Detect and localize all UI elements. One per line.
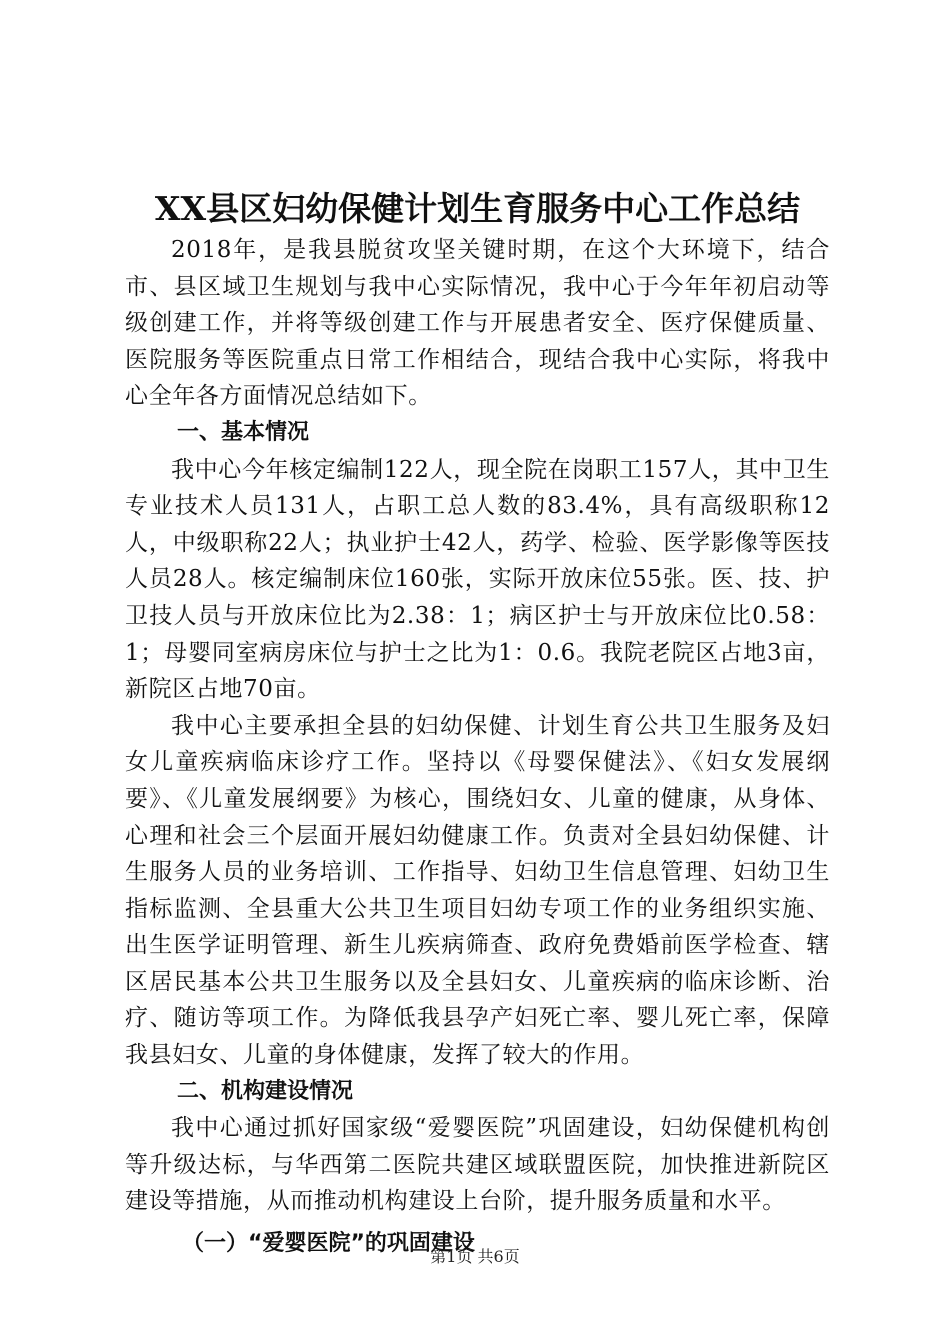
section-heading-basic-situation: 一、基本情况: [177, 419, 310, 445]
intro-paragraph: 2018年，是我县脱贫攻坚关键时期，在这个大环境下，结合市、县区域卫生规划与我中心实际情况，我中心于今年年初启动等级创建工作，并将等级创建工作与开展患者安全、医疗保健质量、医院服务等医院重点日常工作相结合，现结合我中心实际，将我中心全年各方面情况总结如下。: [125, 237, 830, 410]
section1-paragraph-responsibilities: 我中心主要承担全县的妇幼保健、计划生育公共卫生服务及妇女儿童疾病临床诊疗工作。坚持以《母婴保健法》、《妇女发展纲要》、《儿童发展纲要》为核心，围绕妇女、儿童的健康，从身体、心理和社会三个层面开展妇幼健康工作。负责对全县妇幼保健、计生服务人员的业务培训、工作指导、妇幼卫生信息管理、妇幼卫生指标监测、全县重大公共卫生项目妇幼专项工作的业务组织实施、出生医学证明管理、新生儿疾病筛查、政府免费婚前医学检查、辖区居民基本公共卫生服务以及全县妇女、儿童疾病的临床诊断、治疗、随访等项工作。为降低我县孕产妇死亡率、婴儿死亡率，保障我县妇女、儿童的身体健康，发挥了较大的作用。: [125, 712, 830, 1069]
section2-paragraph-overview: 我中心通过抓好国家级“爱婴医院”巩固建设，妇幼保健机构创等升级达标，与华西第二医院共建区域联盟医院，加快推进新院区建设等措施，从而推动机构建设上台阶，提升服务质量和水平。: [125, 1115, 830, 1215]
document-title: XX县区妇幼保健计划生育服务中心工作总结: [154, 189, 801, 228]
section-heading-institution-building: 二、机构建设情况: [177, 1078, 354, 1104]
document-body: [125, 186, 830, 1264]
page-footer: 第1页 共6页: [430, 1247, 520, 1266]
subsection-heading-baby-friendly-hospital: （一）“爱婴医院”的巩固建设: [182, 1231, 475, 1257]
section1-paragraph-staffing: 我中心今年核定编制122人，现全院在岗职工157人，其中卫生专业技术人员131人，占职工总人数的83.4%，具有高级职称12人，中级职称22人；执业护士42人，药学、检验、医学影像等医技人员28人。核定编制床位160张，实际开放床位55张。医、技、护卫技人员与开放床位比为2.38：1；病区护士与开放床位比0.58：1；母婴同室病房床位与护士之比为1：0.6。我院老院区占地3亩，新院区占地70亩。: [125, 456, 830, 703]
